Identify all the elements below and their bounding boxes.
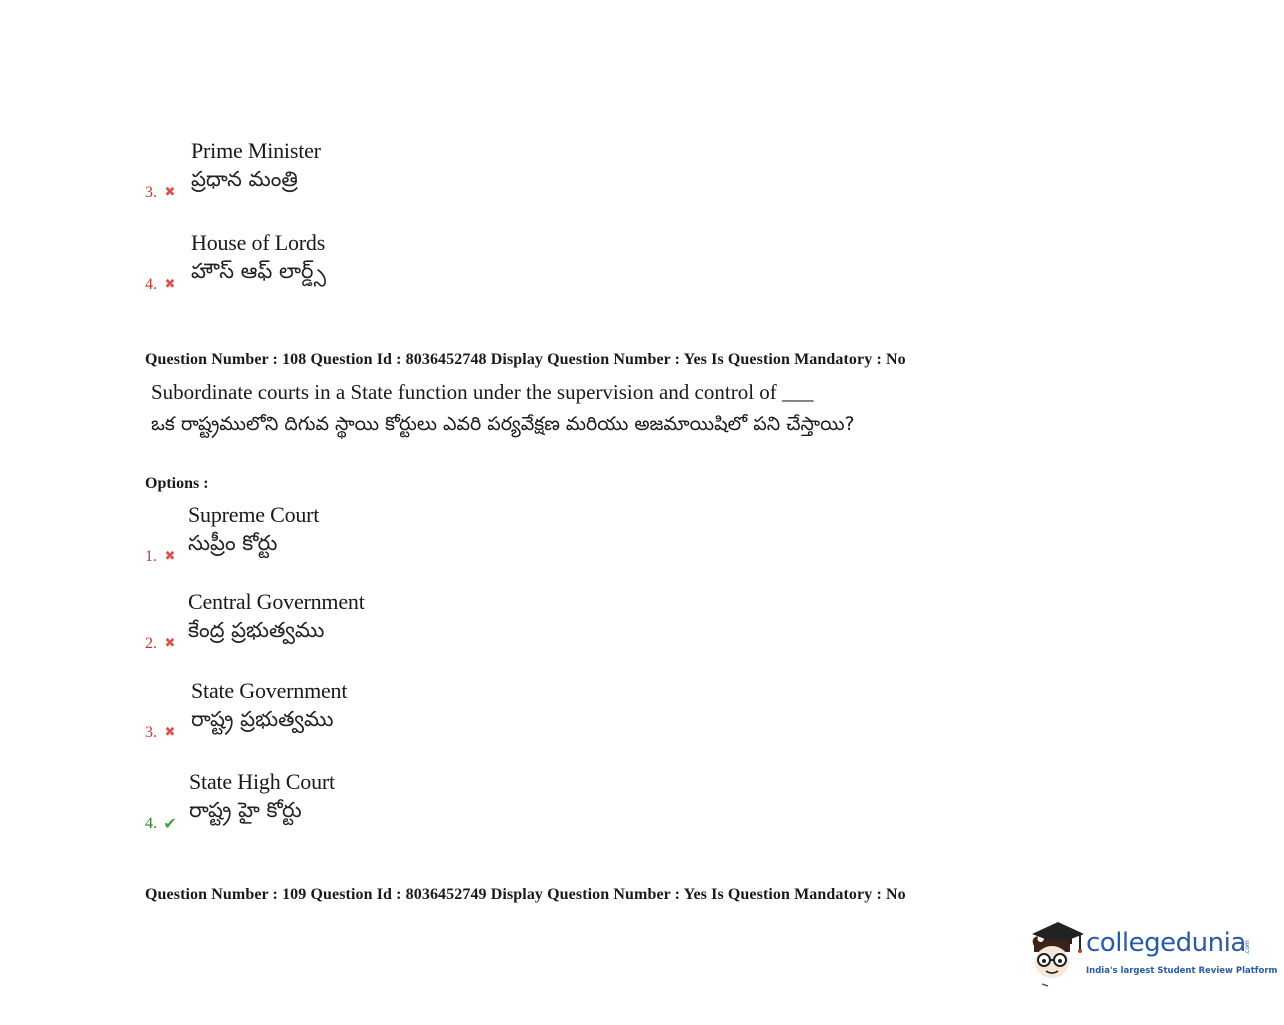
cross-icon: ✖: [164, 185, 176, 200]
question-text-telugu: ఒక రాష్ట్రములోని దిగువ స్థాయి కోర్టులు ఎవరి పర్యవేక్షణ మరియు అజమాయిషిలో పని చేస్తాయి?: [151, 413, 855, 435]
option-1: [145, 502, 965, 572]
options-label: Options :: [145, 475, 209, 492]
check-icon: ✔: [163, 814, 177, 833]
option-text-telugu: రాష్ట్ర హై కోర్టు: [189, 798, 302, 822]
option-number: 4.: [145, 276, 157, 293]
option-number: 4.: [145, 815, 157, 832]
question-header: Question Number : 109 Question Id : 8036452749 Display Question Number : Yes Is Question Mandatory : No: [145, 886, 906, 903]
option-text-english: Central Government: [188, 589, 365, 614]
option-2: [145, 589, 965, 659]
prev-option-4: [145, 230, 965, 300]
graduate-mascot-icon: [1024, 918, 1086, 990]
option-text-telugu: హౌస్ ఆఫ్ లార్డ్స్: [191, 259, 326, 283]
question-text-english: Subordinate courts in a State function under the supervision and control of ___: [151, 380, 814, 404]
cross-icon: ✖: [164, 549, 176, 564]
question-text: [151, 377, 951, 440]
option-number: 3.: [145, 184, 157, 201]
option-text-telugu: కేంద్ర ప్రభుత్వము: [188, 618, 325, 642]
option-text-english: Prime Minister: [191, 138, 321, 163]
option-number: 3.: [145, 724, 157, 741]
cross-icon: ✖: [164, 636, 176, 651]
logo-suffix: .com: [1243, 940, 1251, 955]
cross-icon: ✖: [164, 725, 176, 740]
option-text-telugu: సుప్రీం కోర్టు: [188, 531, 278, 555]
option-4: [145, 769, 965, 839]
option-3: [145, 678, 965, 748]
option-text-english: House of Lords: [191, 230, 326, 255]
logo-wordmark: collegedunia: [1086, 928, 1246, 958]
option-text-english: State Government: [191, 678, 348, 703]
option-number: 1.: [145, 548, 157, 565]
prev-option-3: [145, 138, 965, 208]
logo-tagline: India's largest Student Review Platform: [1086, 966, 1278, 976]
option-text-english: Supreme Court: [188, 502, 320, 527]
option-number: 2.: [145, 635, 157, 652]
collegedunia-logo: [1024, 918, 1278, 990]
cross-icon: ✖: [164, 277, 176, 292]
option-text-telugu: ప్రధాన మంత్రి: [191, 167, 298, 191]
option-text-english: State High Court: [189, 769, 335, 794]
option-text-telugu: రాష్ట్ర ప్రభుత్వము: [191, 707, 334, 731]
question-header: Question Number : 108 Question Id : 8036452748 Display Question Number : Yes Is Question Mandatory : No: [145, 351, 906, 368]
